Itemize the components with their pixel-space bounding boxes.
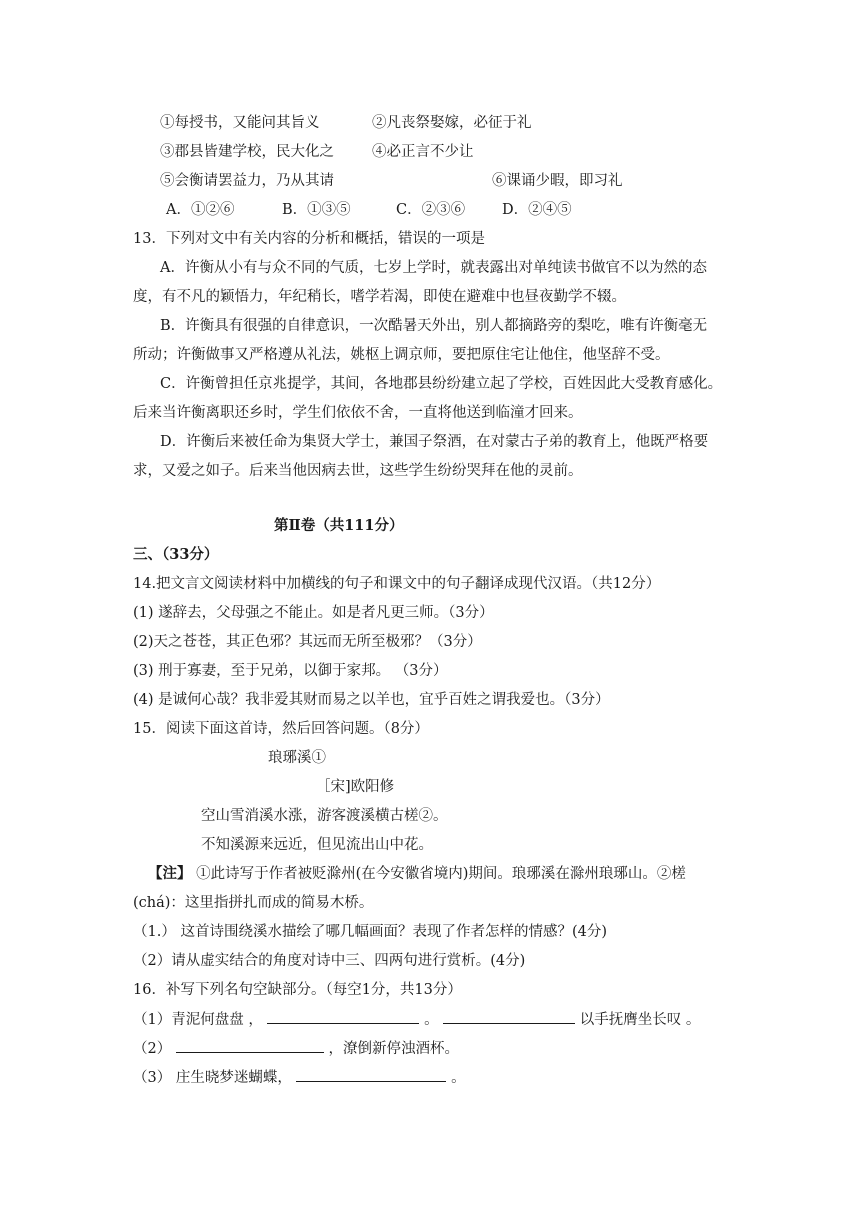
- q13-option-d-line2: 求，又爱之如子。后来当他因病去世，这些学生纷纷哭拜在他的灵前。: [133, 463, 583, 479]
- answer-blank-2[interactable]: [443, 1009, 575, 1024]
- answer-blank-1[interactable]: [267, 1009, 419, 1024]
- q13-stem: 13．下列对文中有关内容的分析和概括，错误的一项是: [133, 231, 485, 247]
- poem-title: 琅琊溪①: [268, 750, 326, 766]
- q16-line1-text-c: 以手抚膺坐长叹 。: [579, 1012, 701, 1028]
- q16-line3-text-a: （3） 庄生晓梦迷蝴蝶，: [133, 1070, 292, 1086]
- q16-line1-text-b: 。: [424, 1012, 439, 1028]
- poem-line-1: 空山雪消溪水涨，游客渡溪横古槎②。: [201, 808, 448, 824]
- q13-option-b-line2: 所动；许衡做事又严格遵从礼法，姚枢上调京师，要把原住宅让他住，他坚辞不受。: [133, 347, 670, 363]
- q16-stem: 16．补写下列名句空缺部分。（每空1分，共13分）: [133, 982, 462, 998]
- q13-option-a-line2: 度，有不凡的颖悟力，年纪稍长，嗜学若渴，即使在避难中也昼夜勤学不辍。: [133, 289, 626, 305]
- q13-option-a-line1: A．许衡从小有与众不同的气质，七岁上学时，就表露出对单纯读书做官不以为然的态: [160, 260, 707, 276]
- q13-option-b-line1: B．许衡具有很强的自律意识，一次酷暑天外出，别人都摘路旁的梨吃，唯有许衡毫无: [160, 318, 708, 334]
- poem-note-line1: [148, 864, 686, 884]
- part2-title: 第Ⅱ卷（共111分）: [274, 517, 404, 534]
- answer-blank-4[interactable]: [296, 1067, 446, 1082]
- q16-line3-text-b: 。: [451, 1070, 466, 1086]
- section-3-heading: 三、（33分）: [133, 546, 219, 563]
- q15-question-2: （2）请从虚实结合的角度对诗中三、四两句进行赏析。(4分): [133, 953, 526, 969]
- note-label: 【注】: [148, 865, 192, 882]
- q12-item-3: ③郡县皆建学校，民大化之: [160, 144, 334, 160]
- q13-option-c-line2: 后来当许衡离职还乡时，学生们依依不舍，一直将他送到临潼才回来。: [133, 405, 583, 421]
- q12-item-1: ①每授书，又能问其旨义: [160, 115, 320, 131]
- q12-option-c: C．②③⑥: [396, 202, 466, 218]
- answer-blank-3[interactable]: [176, 1038, 324, 1053]
- q13-option-d-line1: D．许衡后来被任命为集贤大学士，兼国子祭酒，在对蒙古子弟的教育上，他既严格要: [160, 434, 709, 450]
- q16-line-3: [133, 1067, 466, 1088]
- q15-question-1: （1.） 这首诗围绕溪水描绘了哪几幅画面？表现了作者怎样的情感？(4分): [133, 924, 607, 940]
- q12-option-b: B．①③⑤: [282, 202, 351, 218]
- q16-line-2: [133, 1038, 459, 1059]
- poem-note-line2: (chá)：这里指拼扎而成的简易木桥。: [133, 895, 374, 911]
- q14-sentence-1: (1) 遂辞去，父母强之不能止。如是者凡更三师。（3分）: [133, 605, 494, 621]
- q16-line2-text-b: ，潦倒新停浊酒杯。: [328, 1041, 459, 1057]
- q12-item-5: ⑤会衡请罢益力，乃从其请: [160, 173, 334, 189]
- note-text-1: ①此诗写于作者被贬滁州(在今安徽省境内)期间。琅琊溪在滁州琅琊山。②槎: [196, 866, 686, 882]
- poem-line-2: 不知溪源来远近，但见流出山中花。: [201, 837, 433, 853]
- q16-line2-text-a: （2）: [133, 1041, 172, 1057]
- q14-sentence-3: (3) 刑于寡妻，至于兄弟，以御于家邦。 （3分）: [133, 663, 448, 679]
- q14-stem: 14.把文言文阅读材料中加横线的句子和课文中的句子翻译成现代汉语。（共12分）: [133, 576, 661, 592]
- poem-author: ［宋]欧阳修: [316, 779, 395, 795]
- q16-line-1: [133, 1009, 700, 1030]
- q12-option-d: D．②④⑤: [502, 202, 572, 218]
- q14-sentence-2: (2)天之苍苍，其正色邪？其远而无所至极邪？（3分）: [133, 634, 482, 650]
- q16-line1-text-a: （1）青泥何盘盘 ，: [133, 1012, 263, 1028]
- q13-option-c-line1: C．许衡曾担任京兆提学，其间，各地郡县纷纷建立起了学校，百姓因此大受教育感化。: [160, 376, 723, 392]
- q12-item-4: ④必正言不少让: [372, 144, 474, 160]
- q12-option-a: A．①②⑥: [166, 202, 235, 218]
- q15-stem: 15．阅读下面这首诗，然后回答问题。（8分）: [133, 721, 429, 737]
- q14-sentence-4: (4) 是诚何心哉？我非爱其财而易之以羊也，宜乎百姓之谓我爱也。（3分）: [133, 692, 610, 708]
- q12-item-6: ⑥课诵少暇，即习礼: [492, 173, 623, 189]
- q12-item-2: ②凡丧祭娶嫁，必征于礼: [372, 115, 532, 131]
